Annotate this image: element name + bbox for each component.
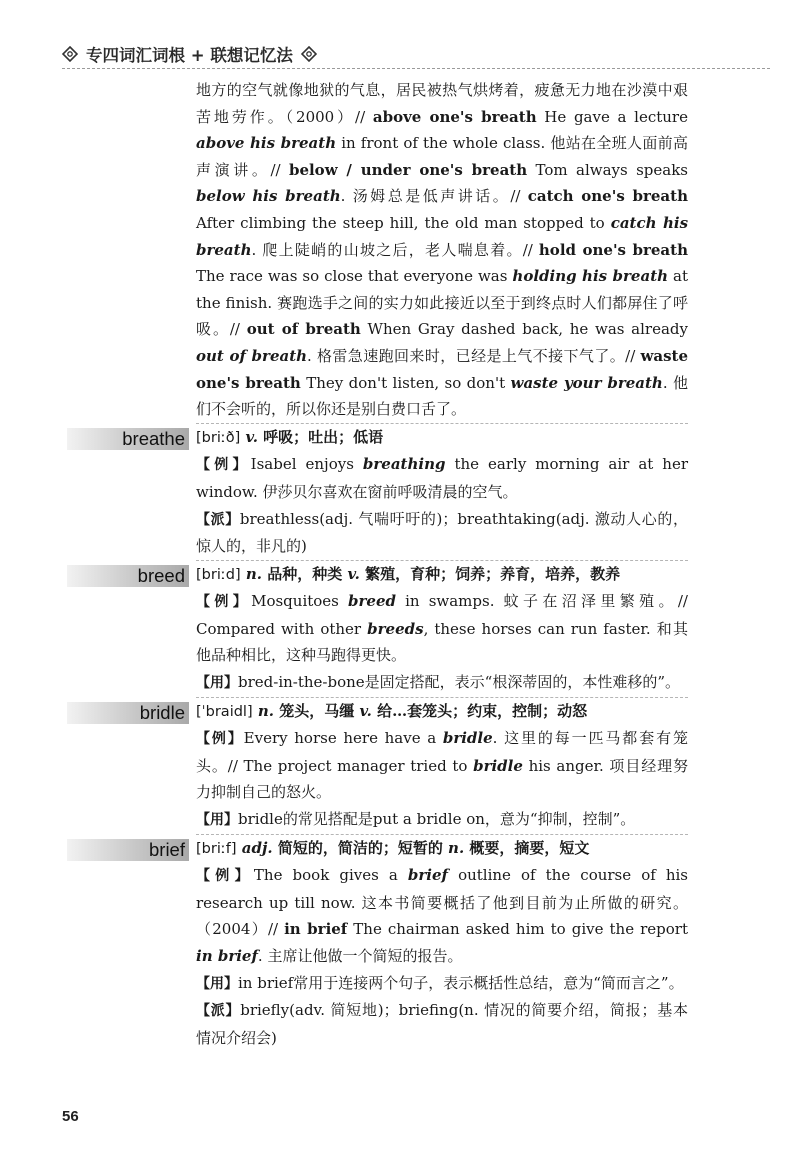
diamond-ornament-icon [62, 46, 78, 62]
page-number: 56 [62, 1108, 79, 1125]
headword: bridle [67, 702, 189, 724]
example-line: 【例】Isabel enjoys breathing the early morning air at her window. 伊莎贝尔喜欢在窗前呼吸清晨的空气。 [196, 455, 688, 501]
headword: breathe [67, 428, 189, 450]
example-line: 【例】Every horse here have a bridle. 这里的每一匹马都套有笼头。// The project manager tried to bridle his anger. 项目经理努力抑制自己的怒火。 [196, 729, 688, 802]
usage-line: 【用】in brief常用于连接两个句子，表示概括性总结，意为“简而言之”。 [196, 973, 684, 992]
header-divider [62, 68, 770, 69]
page-body [122, 77, 689, 1051]
example-line: 【例】Mosquitoes breed in swamps. 蚊子在沼泽里繁殖。// Compared with other breeds, these horses can run faster. 和其他品种相比，这种马跑得更快。 [196, 592, 688, 665]
usage-line: 【用】bridle的常见搭配是put a bridle on，意为“抑制，控制”。 [196, 810, 636, 829]
headword: brief [67, 839, 189, 861]
derivative-line: 【派】breathless(adj. 气喘吁吁的)；breathtaking(adj. 激动人心的，惊人的，非凡的) [196, 509, 688, 556]
headword: breed [67, 565, 189, 587]
example-line: 【例】The book gives a brief outline of the course of his research up till now. 这本书简要概括了他到目前为止所做的研究。（2004）// in brief The chairman asked him to give the report in brief. 主席让他做一个简短的报告。 [196, 866, 689, 965]
diamond-ornament-icon [301, 46, 317, 62]
usage-line: 【用】bred-in-the-bone是固定搭配，表示“根深蒂固的，本性难移的”。 [196, 673, 680, 692]
running-header [62, 40, 767, 68]
derivative-line: 【派】briefly(adv. 简短地)；briefing(n. 情况的简要介绍，简报；基本情况介绍会) [196, 1001, 689, 1047]
definition-line: [briːð] v. 呼吸；吐出；低语 [196, 427, 384, 446]
book-title: 专四词汇词根 + 联想记忆法 [86, 46, 293, 65]
definition-line: [ˈbraidl] n. 笼头，马缰 v. 给…套笼头；约束，控制；动怒 [196, 701, 588, 720]
entry-bridle [139, 698, 688, 834]
definition-line: [briːd] n. 品种，种类 v. 繁殖，育种；饲养；养育，培养，教养 [196, 564, 621, 583]
entry-brief [149, 835, 689, 1052]
definition-line: [briːf] adj. 简短的，简洁的；短暂的 n. 概要，摘要，短文 [196, 838, 590, 857]
entry-breed [137, 561, 688, 697]
breath-phrases-paragraph: 地方的空气就像地狱的气息，居民被热气烘烤着，疲惫无力地在沙漠中艰苦地劳作。（2000）// above one's breath He gave a lecture above his breath in front of the whole class. 他站在全班人面前高声演讲。// below / under one's breath Tom always speaks below his breath. 汤姆总是低声讲话。// catch one's breath After climbing the steep hill, the old man stopped to catch his breath. 爬上陡峭的山坡之后，老人喘息着。// hold one's breath The race was so close that everyone was holding his breath at the finish. 赛跑选手之间的实力如此接近以至于到终点时人们都屏住了呼吸。// out of breath When Gray dashed back, he was already out of breath. 格雷急速跑回来时，已经是上气不接下气了。// waste one's breath They don't listen, so don't waste your breath. 他们不会听的，所以你还是别白费口舌了。 [196, 81, 689, 419]
entry-breathe [122, 424, 688, 560]
